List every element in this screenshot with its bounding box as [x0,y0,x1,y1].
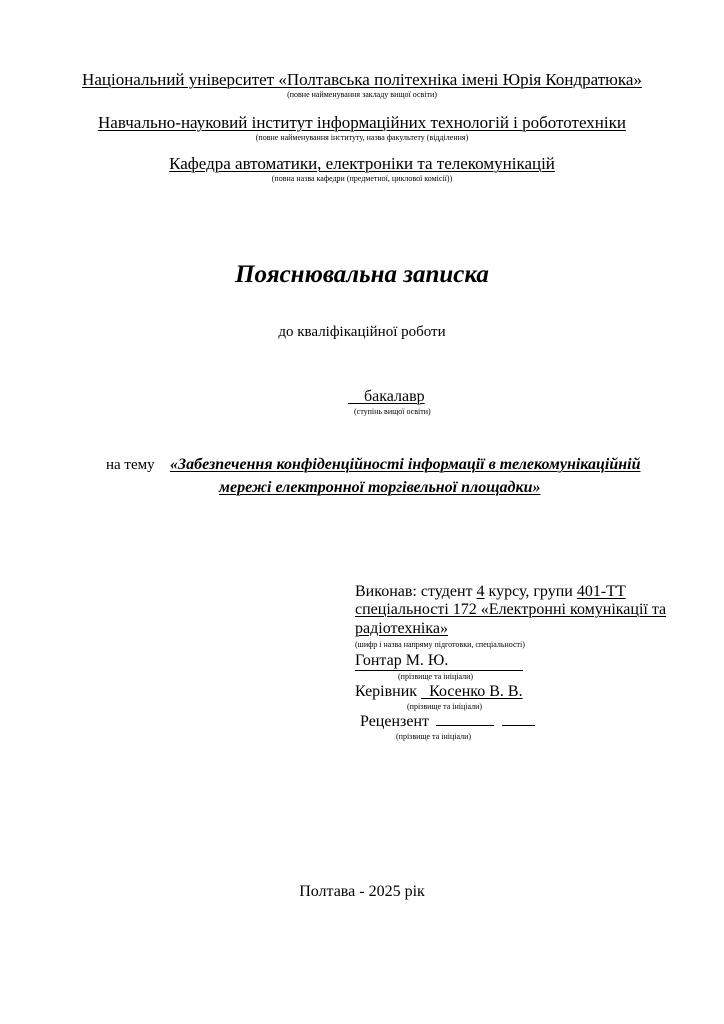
institute-caption: (повне найменування інституту, назва факультету (відділення) [255,133,469,142]
student-name: Гонтар М. Ю. [355,652,449,669]
performer-label: Виконав: студент [355,583,473,600]
degree-caption: (ступінь вищої освіти) [354,407,431,416]
city-year: Полтава - 2025 рік [299,883,425,900]
group-value: 401-ТТ [576,583,626,600]
course-value: 4 [476,583,485,600]
university-name: Національний університет «Полтавська політехніка імені Юрія Кондратюка» [82,70,642,89]
theme-prefix: на тему [106,457,155,473]
supervisor-name: Косенко В. В. [429,683,523,700]
supervisor-label: Керівник [355,683,418,700]
supervisor-line [355,683,523,701]
department-caption: (повна назва кафедри (предметної, циклової комісії)) [271,174,453,183]
department-name: Кафедра автоматики, електроніки та телекомунікацій [169,154,555,173]
theme-line-2: мережі електронної торгівельної площадки» [219,479,541,496]
reviewer-blank-2 [502,725,535,726]
specialty-caption: (шифр і назва напряму підготовки, спеціальності) [355,640,525,649]
reviewer-caption: (прізвище та ініціали) [396,732,472,741]
document-subtitle: до кваліфікаційної роботи [278,324,446,340]
reviewer-blank-1 [436,725,494,726]
specialty-line-1: спеціальності 172 «Електронні комунікації та [355,601,667,618]
student-name-line [355,652,523,671]
institute-name: Навчально-науковий інститут інформаційних технологій і робототехніки [98,113,626,132]
performer-line [355,583,626,601]
document-title: Пояснювальна записка [235,261,489,288]
degree-value: бакалавр [364,388,425,405]
supervisor-caption: (прізвище та ініціали) [407,702,483,711]
theme-line-1: «Забезпечення конфіденційності інформації в телекомунікаційній [170,456,641,473]
student-caption: (прізвище та ініціали) [398,672,474,681]
university-caption: (повне найменування закладу вищої освіти) [287,90,437,99]
course-label: курсу, групи [488,583,573,600]
reviewer-line [360,713,535,731]
specialty-line-2: радіотехніка» [355,620,448,637]
reviewer-label: Рецензент [360,713,429,730]
